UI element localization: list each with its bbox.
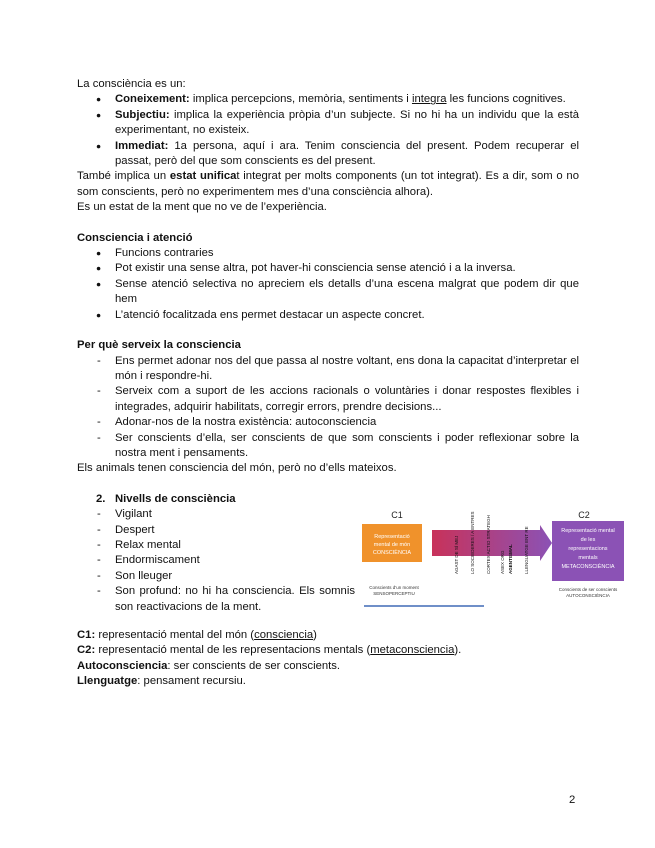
c1-caption-line: Conscients d’un moment xyxy=(369,584,419,590)
c2-caption-line: Conscients de ser conscients xyxy=(558,586,618,592)
list-item: - Serveix com a suport de les accions racionals o voluntàries i donar respostes flexibles i integrades, adquirir habilitats, corregir errors, prendre decisions... xyxy=(77,384,579,415)
c2-box-line: mentals xyxy=(578,554,598,561)
arrow-label: CORTEX ACTIO STRATEGH xyxy=(486,514,491,574)
serveix-list xyxy=(77,354,579,462)
c1-box-line: CONSCIÈNCIA xyxy=(372,549,412,556)
unificat-paragraph: També implica un estat unificat integrat per molts components (un tot integrat). Es a dir, som o no som conscients, però no experimentem mes d’una consciència alhora). xyxy=(77,170,579,198)
traits-list xyxy=(77,92,579,169)
list-item: ● Pot existir una sense altra, pot haver-hi consciencia sense atenció i a la inversa. xyxy=(77,261,579,276)
c2-label: C2 xyxy=(578,509,590,520)
list-item: - Endormiscament xyxy=(77,553,355,568)
c1-caption-line: SENSOPERCEPTIU xyxy=(373,590,415,596)
definition-line: C1: representació mental del món (consciencia) xyxy=(77,628,317,641)
list-item: - Adonar-nos de la nostra existència: autoconsciencia xyxy=(77,415,579,430)
definition-line: Llenguatge: pensament recursiu. xyxy=(77,674,246,687)
c2-caption-line: AUTOCONSCIÈNCIA xyxy=(566,592,610,598)
animals-paragraph: Els animals tenen consciencia del món, però no d’ells mateixos. xyxy=(77,462,397,475)
section-heading-nivells: 2. Nivells de consciència xyxy=(96,492,236,505)
c1-label: C1 xyxy=(391,509,403,520)
intro-line: La consciència es un: xyxy=(77,78,186,90)
list-item: - Son profund: no hi ha consciencia. Els somnis son reactivacions de la ment. xyxy=(77,584,355,615)
arrow-label: ASEX ORG xyxy=(500,550,505,574)
estat-paragraph: Es un estat de la ment que no ve de l’experiència. xyxy=(77,201,327,214)
list-item: - Ser conscients d’ella, ser conscients de que som conscients i poder reflexionar sobre la nostra ment i pensaments. xyxy=(77,431,579,462)
list-item: ● Subjectiu: implica la experiència pròpia d’un subjecte. Si no hi ha un individu que la està experimentant, no existeix. xyxy=(77,108,579,139)
list-item: - Vigilant xyxy=(77,507,355,522)
list-item: ● L’atenció focalitzada ens permet destacar un aspecte concret. xyxy=(77,308,579,323)
arrow-label: LLENGUATGE ENT RE xyxy=(524,526,529,574)
list-item: - Relax mental xyxy=(77,538,355,553)
arrow-shape xyxy=(432,525,552,561)
section-heading-serveix: Per què serveix la consciencia xyxy=(77,339,241,352)
c2-box-line: representacions xyxy=(568,545,608,552)
definition-line: Autoconsciencia: ser conscients de ser conscients. xyxy=(77,659,341,672)
list-item: ● Immediat: 1a persona, aquí i ara. Tenim consciencia del present. Podem recuperar el passat, però del que som conscients es del present. xyxy=(77,139,579,170)
nivells-list xyxy=(77,507,355,615)
arrow-label: AGAST DE SÍ MEJ xyxy=(454,535,459,574)
list-item: - Son lleuger xyxy=(77,569,355,584)
definition-line: C2: representació mental de les representacions mentals (metaconsciencia). xyxy=(77,644,462,657)
list-item: ● Coneixement: implica percepcions, memòria, sentiments i integra les funcions cognitives. xyxy=(77,92,579,107)
list-item: ● Funcions contraries xyxy=(77,246,579,261)
consciousness-diagram xyxy=(362,492,624,632)
c2-box-line: de les xyxy=(580,536,596,543)
c2-box-line: Representació mental xyxy=(561,527,615,534)
c1-box-line: mental de món xyxy=(373,541,411,548)
page-number: 2 xyxy=(569,794,576,806)
list-item: ● Sense atenció selectiva no apreciem els detalls d’una escena malgrat que podem dir que hem xyxy=(77,277,579,308)
c1-box-line: Representació xyxy=(374,533,410,540)
list-item: - Ens permet adonar nos del que passa al nostre voltant, ens dona la capacitat d’interpretar el món i respondre-hi. xyxy=(77,354,579,385)
section-heading-atencio: Consciencia i atenció xyxy=(77,231,193,244)
atencio-list xyxy=(77,246,579,323)
c2-box-line: METACONSCIÈNCIA xyxy=(561,563,615,570)
baseline-bar xyxy=(364,605,484,607)
arrow-label: LO SOCIEDERES / A ENTRES xyxy=(470,511,475,574)
nivells-section xyxy=(77,492,618,628)
list-item: - Despert xyxy=(77,523,355,538)
document-page xyxy=(77,77,618,689)
arrow-label: AGENTISMAL xyxy=(508,544,513,574)
